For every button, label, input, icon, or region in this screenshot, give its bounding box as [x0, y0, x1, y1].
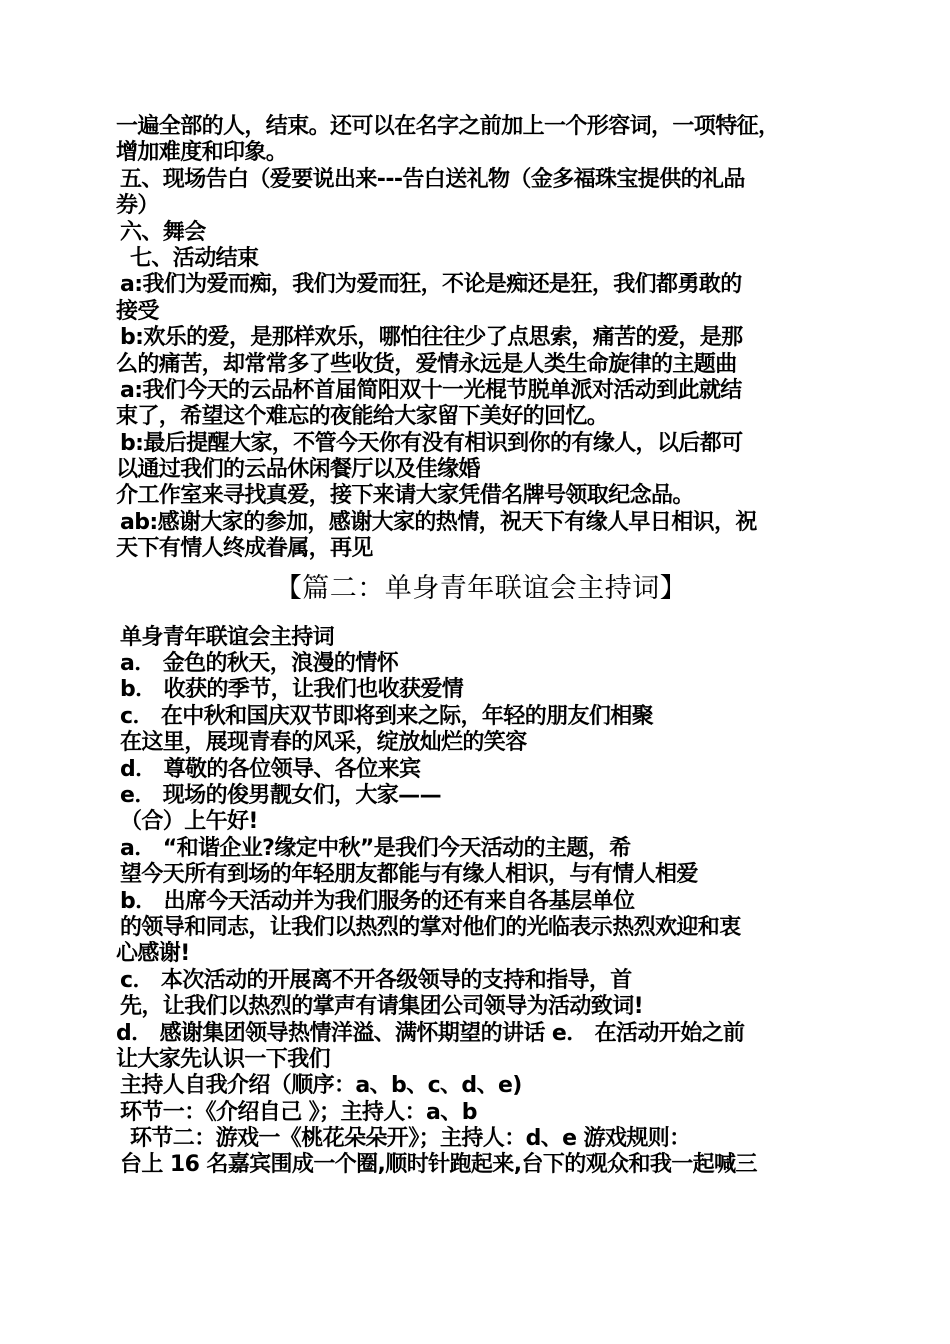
text-line: 望今天所有到场的年轻朋友都能与有缘人相识，与有情人相爱 — [120, 862, 698, 888]
text-line: a． “和谐企业?缘定中秋”是我们今天活动的主题，希 — [120, 835, 631, 861]
text-line: 束了，希望这个难忘的夜能给大家留下美好的回忆。 — [116, 404, 609, 430]
text-line: 让大家先认识一下我们 — [116, 1046, 331, 1072]
text-line: 心感谢! — [116, 941, 190, 967]
text-line: b:欢乐的爱，是那样欢乐，哪怕往往少了点思索，痛苦的爱，是那 — [120, 325, 743, 351]
text-line: 环节二：游戏一《桃花朵朵开》；主持人：d、e 游戏规则： — [130, 1126, 691, 1152]
text-line: b． 收获的季节，让我们也收获爱情 — [120, 677, 464, 703]
text-line: b． 出席今天活动并为我们服务的还有来自各基层单位 — [120, 888, 635, 914]
text-line: a． 金色的秋天，浪漫的情怀 — [120, 651, 399, 677]
part-one — [116, 114, 846, 563]
text-line: b:最后提醒大家，不管今天你有没有相识到你的有缘人，以后都可 — [120, 430, 743, 456]
text-line: 先，让我们以热烈的掌声有请集团公司领导为活动致词! — [120, 994, 644, 1020]
text-line: ab:感谢大家的参加，感谢大家的热情，祝天下有缘人早日相识，祝 — [120, 509, 757, 535]
text-line: d． 感谢集团领导热情洋溢、满怀期望的讲话 e． 在活动开始之前 — [116, 1020, 745, 1046]
text-line: （合）上午好! — [120, 809, 258, 835]
part-two — [116, 625, 846, 1179]
section-heading: 【篇二：单身青年联谊会主持词】 — [274, 572, 688, 604]
text-line: 券） — [116, 193, 159, 219]
text-line: 一遍全部的人，结束。还可以在名字之前加上一个形容词，一项特征， — [116, 114, 780, 139]
text-line: 增加难度和印象。 — [116, 140, 288, 166]
section-five-line: 五、现场告白（爱要说出来---告白送礼物（金多福珠宝提供的礼品 — [120, 166, 745, 192]
text-line: 天下有情人终成眷属，再见 — [116, 536, 373, 562]
text-line: 环节一：《介绍自己 》；主持人：a、b — [120, 1099, 477, 1125]
text-line: a:我们为爱而痴，我们为爱而狂，不论是痴还是狂，我们都勇敢的 — [120, 272, 742, 298]
text-line: e． 现场的俊男靓女们，大家—— — [120, 782, 441, 808]
text-line: 么的痛苦，却常常多了些收货，爱情永远是人类生命旋律的主题曲 — [116, 351, 737, 377]
text-line: 台上 16 名嘉宾围成一个圈,顺时针跑起来,台下的观众和我一起喊三 — [120, 1152, 757, 1178]
text-line: c． 在中秋和国庆双节即将到来之际，年轻的朋友们相聚 — [120, 703, 654, 729]
text-line: 介工作室来寻找真爱，接下来请大家凭借名牌号领取纪念品。 — [116, 483, 694, 509]
text-line: 接受 — [116, 298, 159, 324]
text-line: 以通过我们的云品休闲餐厅以及佳缘婚 — [116, 457, 480, 483]
text-line: c． 本次活动的开展离不开各级领导的支持和指导，首 — [120, 967, 632, 993]
document-page — [116, 114, 846, 1179]
part-two-title: 单身青年联谊会主持词 — [120, 624, 335, 650]
text-line: 的领导和同志，让我们以热烈的掌对他们的光临表示热烈欢迎和衷 — [120, 914, 741, 940]
text-line: d． 尊敬的各位领导、各位来宾 — [120, 756, 421, 782]
section-seven-line: 七、活动结束 — [130, 245, 259, 271]
section-six-line: 六、舞会 — [120, 219, 206, 245]
text-line: 主持人自我介绍（顺序：a、b、c、d、e) — [120, 1073, 522, 1099]
text-line: a:我们今天的云品杯首届简阳双十一光棍节脱单派对活动到此就结 — [120, 377, 742, 403]
text-line: 在这里，展现青春的风采，绽放灿烂的笑容 — [120, 730, 527, 756]
